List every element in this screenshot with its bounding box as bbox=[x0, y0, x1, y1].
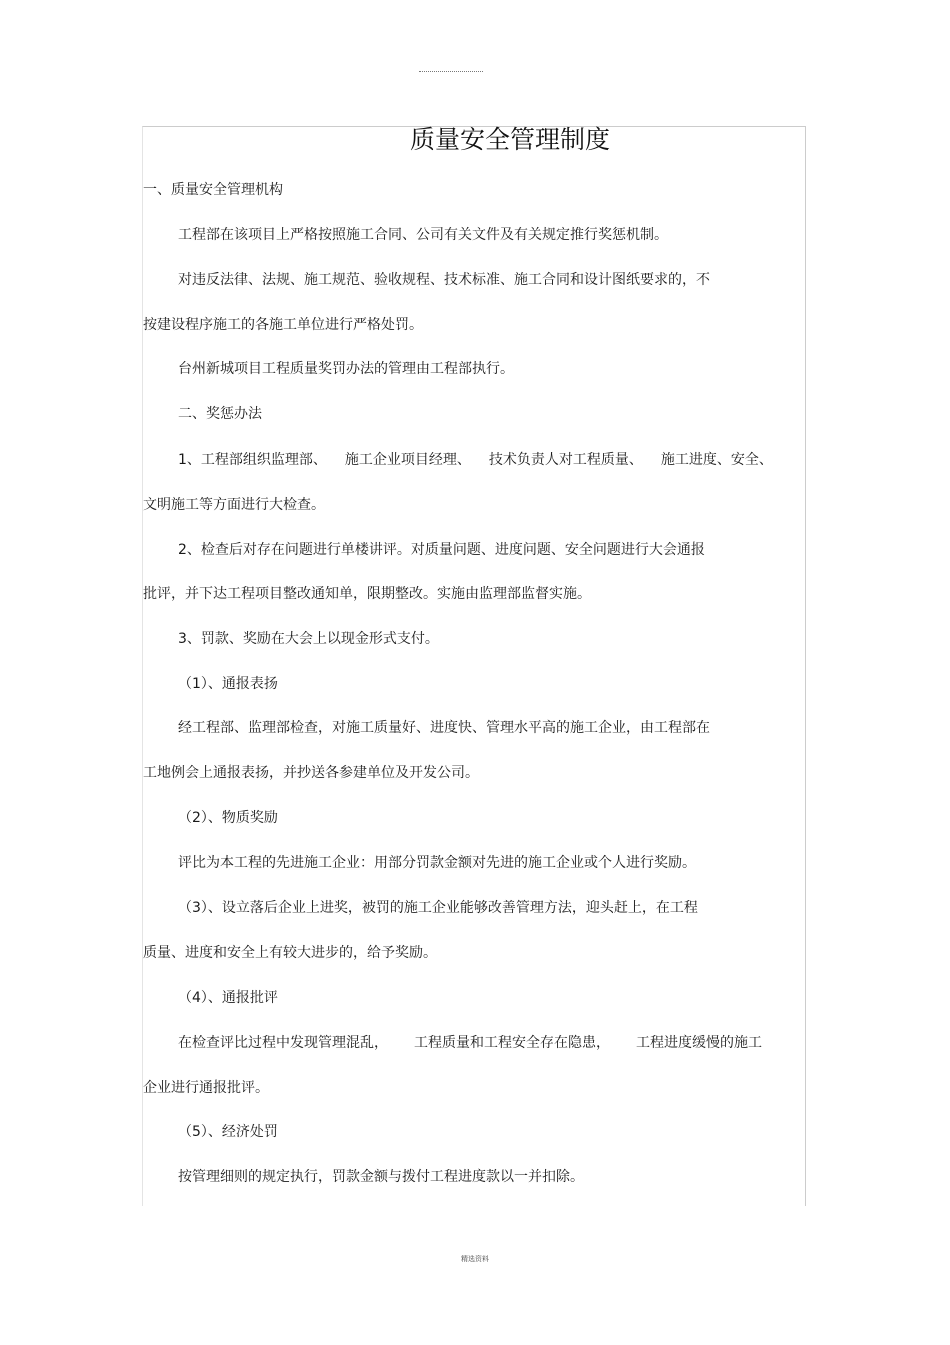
section-heading: 二、奖惩办法 bbox=[178, 406, 262, 422]
paragraph-line: 质量、进度和安全上有较大进步的，给予奖励。 bbox=[143, 945, 437, 961]
paragraph-line: 文明施工等方面进行大检查。 bbox=[143, 497, 325, 513]
paragraph-line: 经工程部、监理部检查，对施工质量好、进度快、管理水平高的施工企业，由工程部在 bbox=[178, 720, 710, 736]
paragraph-line: 评比为本工程的先进施工企业：用部分罚款金额对先进的施工企业或个人进行奖励。 bbox=[178, 855, 696, 871]
text-segment: 在检查评比过程中发现管理混乱， bbox=[178, 1035, 388, 1051]
paragraph-line: 按建设程序施工的各施工单位进行严格处罚。 bbox=[143, 317, 423, 333]
section-heading: 一、质量安全管理机构 bbox=[143, 182, 283, 198]
paragraph-line: 2、检查后对存在问题进行单楼讲评。对质量问题、进度问题、安全问题进行大会通报 bbox=[178, 542, 705, 558]
text-segment: 工程进度缓慢的施工 bbox=[636, 1035, 762, 1051]
paragraph-line: 对违反法律、法规、施工规范、验收规程、技术标准、施工合同和设计图纸要求的，不 bbox=[178, 272, 710, 288]
text-segment: 技术负责人对工程质量、 bbox=[488, 452, 643, 468]
paragraph-line: 按管理细则的规定执行，罚款金额与拨付工程进度款以一并扣除。 bbox=[178, 1169, 584, 1185]
paragraph-line: 台州新城项目工程质量奖罚办法的管理由工程部执行。 bbox=[178, 361, 514, 377]
header-rule bbox=[419, 71, 483, 72]
text-segment: 施工进度、安全、 bbox=[660, 452, 773, 468]
paragraph-line: （3）、设立落后企业上进奖，被罚的施工企业能够改善管理方法，迎头赶上，在工程 bbox=[178, 900, 698, 916]
paragraph-line: 工地例会上通报表扬，并抄送各参建单位及开发公司。 bbox=[143, 765, 479, 781]
paragraph-line: 企业进行通报批评。 bbox=[143, 1080, 269, 1096]
text-segment: 1、工程部组织监理部、 bbox=[178, 452, 327, 468]
paragraph-line bbox=[178, 450, 773, 470]
document-title: 质量安全管理制度 bbox=[409, 125, 610, 154]
paragraph-line: 3、罚款、奖励在大会上以现金形式支付。 bbox=[178, 631, 439, 647]
paragraph-line bbox=[178, 1033, 762, 1053]
paragraph-line: 工程部在该项目上严格按照施工合同、公司有关文件及有关规定推行奖惩机制。 bbox=[178, 227, 668, 243]
list-heading: （5）、经济处罚 bbox=[178, 1124, 278, 1140]
list-heading: （1）、通报表扬 bbox=[178, 676, 278, 692]
text-segment: 施工企业项目经理、 bbox=[344, 452, 471, 468]
paragraph-line: 批评，并下达工程项目整改通知单，限期整改。实施由监理部监督实施。 bbox=[143, 586, 591, 602]
page-footer: 精选资料 bbox=[461, 1255, 489, 1263]
list-heading: （4）、通报批评 bbox=[178, 990, 278, 1006]
text-segment: 工程质量和工程安全存在隐患， bbox=[414, 1035, 610, 1051]
list-heading: （2）、物质奖励 bbox=[178, 810, 278, 826]
